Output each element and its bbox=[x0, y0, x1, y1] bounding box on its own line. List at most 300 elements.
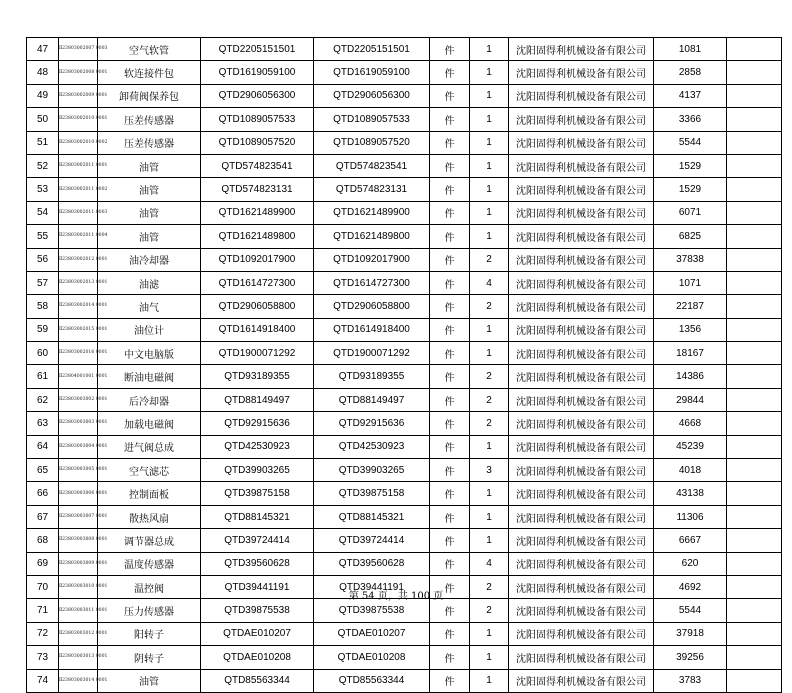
supplier-name-cell: 沈阳固得利机械设备有限公司 bbox=[509, 61, 654, 84]
quantity-cell: 1 bbox=[470, 108, 509, 131]
table-row bbox=[27, 271, 782, 294]
material-code-cell: Ⅱ23803002014 0001 bbox=[59, 295, 98, 318]
part-name-cell: 油管 bbox=[98, 154, 201, 177]
model-number-cell: QTDAE010208 bbox=[314, 646, 430, 669]
supplier-name-cell: 沈阳固得利机械设备有限公司 bbox=[509, 201, 654, 224]
supplier-name-cell: 沈阳固得利机械设备有限公司 bbox=[509, 505, 654, 528]
unit-price-cell: 29844 bbox=[654, 388, 727, 411]
row-number-cell: 58 bbox=[27, 295, 59, 318]
model-number-cell: QTD1621489900 bbox=[314, 201, 430, 224]
supplier-name-cell: 沈阳固得利机械设备有限公司 bbox=[509, 178, 654, 201]
table-row bbox=[27, 225, 782, 248]
supplier-name-cell: 沈阳固得利机械设备有限公司 bbox=[509, 342, 654, 365]
unit-price-cell: 4692 bbox=[654, 575, 727, 598]
unit-cell: 件 bbox=[430, 131, 470, 154]
unit-price-cell: 3366 bbox=[654, 108, 727, 131]
model-number-cell: QTD574823131 bbox=[314, 178, 430, 201]
quantity-cell: 1 bbox=[470, 505, 509, 528]
unit-price-cell: 1071 bbox=[654, 271, 727, 294]
remark-cell bbox=[727, 552, 782, 575]
row-number-cell: 66 bbox=[27, 482, 59, 505]
unit-price-cell: 39256 bbox=[654, 646, 727, 669]
row-number-cell: 74 bbox=[27, 669, 59, 692]
unit-cell: 件 bbox=[430, 412, 470, 435]
material-code-cell: Ⅱ23803003002 0001 bbox=[59, 388, 98, 411]
unit-price-cell: 5544 bbox=[654, 599, 727, 622]
row-number-cell: 53 bbox=[27, 178, 59, 201]
supplier-name-cell: 沈阳固得利机械设备有限公司 bbox=[509, 435, 654, 458]
remark-cell bbox=[727, 505, 782, 528]
part-number-cell: QTD574823131 bbox=[201, 178, 314, 201]
quantity-cell: 1 bbox=[470, 131, 509, 154]
model-number-cell: QTD2906056300 bbox=[314, 84, 430, 107]
supplier-name-cell: 沈阳固得利机械设备有限公司 bbox=[509, 529, 654, 552]
part-number-cell: QTD1089057533 bbox=[201, 108, 314, 131]
part-name-cell: 温控阀 bbox=[98, 575, 201, 598]
table-row bbox=[27, 388, 782, 411]
row-number-cell: 56 bbox=[27, 248, 59, 271]
part-name-cell: 软连接件包 bbox=[98, 61, 201, 84]
quantity-cell: 1 bbox=[470, 201, 509, 224]
unit-cell: 件 bbox=[430, 575, 470, 598]
table-row bbox=[27, 435, 782, 458]
remark-cell bbox=[727, 295, 782, 318]
part-name-cell: 控制面板 bbox=[98, 482, 201, 505]
table-row bbox=[27, 412, 782, 435]
remark-cell bbox=[727, 108, 782, 131]
part-number-cell: QTD1621489900 bbox=[201, 201, 314, 224]
part-name-cell: 油滤 bbox=[98, 271, 201, 294]
material-code-cell: Ⅱ23803002010 0002 bbox=[59, 131, 98, 154]
part-number-cell: QTD1089057520 bbox=[201, 131, 314, 154]
model-number-cell: QTD574823541 bbox=[314, 154, 430, 177]
part-name-cell: 空气滤芯 bbox=[98, 459, 201, 482]
part-name-cell: 加载电磁阀 bbox=[98, 412, 201, 435]
unit-cell: 件 bbox=[430, 38, 470, 61]
remark-cell bbox=[727, 178, 782, 201]
material-code-cell: Ⅱ23803003005 0001 bbox=[59, 459, 98, 482]
material-code-cell: Ⅱ23803003011 0001 bbox=[59, 599, 98, 622]
remark-cell bbox=[727, 365, 782, 388]
quantity-cell: 1 bbox=[470, 178, 509, 201]
quantity-cell: 1 bbox=[470, 154, 509, 177]
unit-price-cell: 22187 bbox=[654, 295, 727, 318]
material-code-cell: Ⅱ23803003007 0001 bbox=[59, 505, 98, 528]
material-code-cell: Ⅱ23803003008 0001 bbox=[59, 529, 98, 552]
remark-cell bbox=[727, 529, 782, 552]
row-number-cell: 47 bbox=[27, 38, 59, 61]
part-name-cell: 温度传感器 bbox=[98, 552, 201, 575]
quantity-cell: 1 bbox=[470, 435, 509, 458]
part-name-cell: 压差传感器 bbox=[98, 131, 201, 154]
model-number-cell: QTD39875158 bbox=[314, 482, 430, 505]
supplier-name-cell: 沈阳固得利机械设备有限公司 bbox=[509, 388, 654, 411]
part-name-cell: 阳转子 bbox=[98, 622, 201, 645]
quantity-cell: 2 bbox=[470, 248, 509, 271]
part-number-cell: QTD1621489800 bbox=[201, 225, 314, 248]
quantity-cell: 1 bbox=[470, 529, 509, 552]
table-row bbox=[27, 295, 782, 318]
table-row bbox=[27, 599, 782, 622]
remark-cell bbox=[727, 38, 782, 61]
table-row bbox=[27, 622, 782, 645]
part-name-cell: 后冷却器 bbox=[98, 388, 201, 411]
part-number-cell: QTD88149497 bbox=[201, 388, 314, 411]
quantity-cell: 1 bbox=[470, 38, 509, 61]
part-name-cell: 散热风扇 bbox=[98, 505, 201, 528]
unit-cell: 件 bbox=[430, 61, 470, 84]
supplier-name-cell: 沈阳固得利机械设备有限公司 bbox=[509, 459, 654, 482]
material-code-cell: Ⅱ23803002011 0004 bbox=[59, 225, 98, 248]
part-number-cell: QTD1619059100 bbox=[201, 61, 314, 84]
table-row bbox=[27, 84, 782, 107]
unit-price-cell: 5544 bbox=[654, 131, 727, 154]
part-number-cell: QTD39875158 bbox=[201, 482, 314, 505]
supplier-name-cell: 沈阳固得利机械设备有限公司 bbox=[509, 622, 654, 645]
row-number-cell: 64 bbox=[27, 435, 59, 458]
material-code-cell: Ⅱ23803003006 0001 bbox=[59, 482, 98, 505]
row-number-cell: 50 bbox=[27, 108, 59, 131]
material-code-cell: Ⅱ23804001001 0001 bbox=[59, 365, 98, 388]
part-number-cell: QTD92915636 bbox=[201, 412, 314, 435]
table-row bbox=[27, 248, 782, 271]
table-row bbox=[27, 365, 782, 388]
table-row bbox=[27, 178, 782, 201]
model-number-cell: QTD1621489800 bbox=[314, 225, 430, 248]
part-number-cell: QTD39560628 bbox=[201, 552, 314, 575]
part-name-cell: 油气 bbox=[98, 295, 201, 318]
table-row bbox=[27, 201, 782, 224]
row-number-cell: 49 bbox=[27, 84, 59, 107]
unit-cell: 件 bbox=[430, 84, 470, 107]
remark-cell bbox=[727, 435, 782, 458]
remark-cell bbox=[727, 201, 782, 224]
part-name-cell: 油位计 bbox=[98, 318, 201, 341]
quantity-cell: 1 bbox=[470, 646, 509, 669]
unit-cell: 件 bbox=[430, 108, 470, 131]
unit-price-cell: 3783 bbox=[654, 669, 727, 692]
remark-cell bbox=[727, 84, 782, 107]
part-number-cell: QTD88145321 bbox=[201, 505, 314, 528]
unit-price-cell: 1529 bbox=[654, 154, 727, 177]
model-number-cell: QTD85563344 bbox=[314, 669, 430, 692]
material-code-cell: Ⅱ23803002007 0003 bbox=[59, 38, 98, 61]
remark-cell bbox=[727, 271, 782, 294]
remark-cell bbox=[727, 669, 782, 692]
quantity-cell: 2 bbox=[470, 575, 509, 598]
part-name-cell: 压力传感器 bbox=[98, 599, 201, 622]
supplier-name-cell: 沈阳固得利机械设备有限公司 bbox=[509, 552, 654, 575]
part-number-cell: QTD2906058800 bbox=[201, 295, 314, 318]
material-code-cell: Ⅱ23803003014 0001 bbox=[59, 669, 98, 692]
part-name-cell: 调节器总成 bbox=[98, 529, 201, 552]
model-number-cell: QTD39903265 bbox=[314, 459, 430, 482]
supplier-name-cell: 沈阳固得利机械设备有限公司 bbox=[509, 131, 654, 154]
quantity-cell: 3 bbox=[470, 459, 509, 482]
table-row bbox=[27, 552, 782, 575]
unit-price-cell: 1529 bbox=[654, 178, 727, 201]
remark-cell bbox=[727, 412, 782, 435]
part-name-cell: 压差传感器 bbox=[98, 108, 201, 131]
unit-cell: 件 bbox=[430, 529, 470, 552]
remark-cell bbox=[727, 318, 782, 341]
table-row bbox=[27, 459, 782, 482]
supplier-name-cell: 沈阳固得利机械设备有限公司 bbox=[509, 295, 654, 318]
quantity-cell: 4 bbox=[470, 271, 509, 294]
page-footer: 第 54 页，共 100 页 bbox=[348, 591, 444, 602]
part-number-cell: QTD39875538 bbox=[201, 599, 314, 622]
quantity-cell: 1 bbox=[470, 622, 509, 645]
row-number-cell: 57 bbox=[27, 271, 59, 294]
row-number-cell: 60 bbox=[27, 342, 59, 365]
material-code-cell: Ⅱ23803003004 0001 bbox=[59, 435, 98, 458]
model-number-cell: QTD1900071292 bbox=[314, 342, 430, 365]
unit-cell: 件 bbox=[430, 459, 470, 482]
unit-cell: 件 bbox=[430, 646, 470, 669]
unit-cell: 件 bbox=[430, 622, 470, 645]
quantity-cell: 1 bbox=[470, 482, 509, 505]
table-row bbox=[27, 342, 782, 365]
model-number-cell: QTD42530923 bbox=[314, 435, 430, 458]
table-row bbox=[27, 646, 782, 669]
row-number-cell: 70 bbox=[27, 575, 59, 598]
row-number-cell: 67 bbox=[27, 505, 59, 528]
part-number-cell: QTD42530923 bbox=[201, 435, 314, 458]
row-number-cell: 65 bbox=[27, 459, 59, 482]
model-number-cell: QTD93189355 bbox=[314, 365, 430, 388]
unit-price-cell: 37838 bbox=[654, 248, 727, 271]
model-number-cell: QTD92915636 bbox=[314, 412, 430, 435]
row-number-cell: 54 bbox=[27, 201, 59, 224]
supplier-name-cell: 沈阳固得利机械设备有限公司 bbox=[509, 108, 654, 131]
row-number-cell: 61 bbox=[27, 365, 59, 388]
unit-cell: 件 bbox=[430, 295, 470, 318]
part-number-cell: QTD39724414 bbox=[201, 529, 314, 552]
material-code-cell: Ⅱ23803003012 0001 bbox=[59, 622, 98, 645]
supplier-name-cell: 沈阳固得利机械设备有限公司 bbox=[509, 225, 654, 248]
row-number-cell: 62 bbox=[27, 388, 59, 411]
part-name-cell: 阴转子 bbox=[98, 646, 201, 669]
model-number-cell: QTD88149497 bbox=[314, 388, 430, 411]
table-row bbox=[27, 505, 782, 528]
unit-cell: 件 bbox=[430, 248, 470, 271]
row-number-cell: 72 bbox=[27, 622, 59, 645]
unit-price-cell: 43138 bbox=[654, 482, 727, 505]
row-number-cell: 48 bbox=[27, 61, 59, 84]
unit-price-cell: 11306 bbox=[654, 505, 727, 528]
remark-cell bbox=[727, 646, 782, 669]
part-name-cell: 油冷却器 bbox=[98, 248, 201, 271]
material-code-cell: Ⅱ23803002011 0003 bbox=[59, 201, 98, 224]
supplier-name-cell: 沈阳固得利机械设备有限公司 bbox=[509, 38, 654, 61]
unit-price-cell: 37918 bbox=[654, 622, 727, 645]
row-number-cell: 59 bbox=[27, 318, 59, 341]
part-name-cell: 空气软管 bbox=[98, 38, 201, 61]
row-number-cell: 68 bbox=[27, 529, 59, 552]
material-code-cell: Ⅱ23803003010 0001 bbox=[59, 575, 98, 598]
model-number-cell: QTD39441191 bbox=[314, 575, 430, 598]
row-number-cell: 73 bbox=[27, 646, 59, 669]
material-code-cell: Ⅱ23803002010 0001 bbox=[59, 108, 98, 131]
unit-cell: 件 bbox=[430, 178, 470, 201]
part-name-cell: 油管 bbox=[98, 225, 201, 248]
quantity-cell: 1 bbox=[470, 84, 509, 107]
unit-cell: 件 bbox=[430, 482, 470, 505]
part-name-cell: 油管 bbox=[98, 669, 201, 692]
unit-price-cell: 1081 bbox=[654, 38, 727, 61]
supplier-name-cell: 沈阳固得利机械设备有限公司 bbox=[509, 154, 654, 177]
remark-cell bbox=[727, 154, 782, 177]
part-number-cell: QTD93189355 bbox=[201, 365, 314, 388]
unit-cell: 件 bbox=[430, 271, 470, 294]
part-number-cell: QTD39441191 bbox=[201, 575, 314, 598]
unit-cell: 件 bbox=[430, 225, 470, 248]
remark-cell bbox=[727, 131, 782, 154]
unit-cell: 件 bbox=[430, 365, 470, 388]
table-row bbox=[27, 61, 782, 84]
quantity-cell: 1 bbox=[470, 669, 509, 692]
unit-cell: 件 bbox=[430, 552, 470, 575]
part-name-cell: 中文电脑版 bbox=[98, 342, 201, 365]
unit-price-cell: 45239 bbox=[654, 435, 727, 458]
supplier-name-cell: 沈阳固得利机械设备有限公司 bbox=[509, 248, 654, 271]
remark-cell bbox=[727, 225, 782, 248]
unit-price-cell: 6667 bbox=[654, 529, 727, 552]
supplier-name-cell: 沈阳固得利机械设备有限公司 bbox=[509, 318, 654, 341]
supplier-name-cell: 沈阳固得利机械设备有限公司 bbox=[509, 271, 654, 294]
unit-price-cell: 4018 bbox=[654, 459, 727, 482]
remark-cell bbox=[727, 342, 782, 365]
table-row bbox=[27, 669, 782, 692]
model-number-cell: QTD1092017900 bbox=[314, 248, 430, 271]
material-code-cell: Ⅱ23803002008 0001 bbox=[59, 61, 98, 84]
unit-price-cell: 1356 bbox=[654, 318, 727, 341]
material-code-cell: Ⅱ23803003013 0001 bbox=[59, 646, 98, 669]
model-number-cell: QTD2205151501 bbox=[314, 38, 430, 61]
row-number-cell: 55 bbox=[27, 225, 59, 248]
model-number-cell: QTD1614727300 bbox=[314, 271, 430, 294]
quantity-cell: 1 bbox=[470, 342, 509, 365]
material-code-cell: Ⅱ23803002015 0001 bbox=[59, 318, 98, 341]
unit-price-cell: 4137 bbox=[654, 84, 727, 107]
supplier-name-cell: 沈阳固得利机械设备有限公司 bbox=[509, 646, 654, 669]
unit-cell: 件 bbox=[430, 318, 470, 341]
part-number-cell: QTD2205151501 bbox=[201, 38, 314, 61]
model-number-cell: QTD88145321 bbox=[314, 505, 430, 528]
quantity-cell: 4 bbox=[470, 552, 509, 575]
remark-cell bbox=[727, 61, 782, 84]
supplier-name-cell: 沈阳固得利机械设备有限公司 bbox=[509, 669, 654, 692]
material-code-cell: Ⅱ23803002011 0001 bbox=[59, 154, 98, 177]
part-number-cell: QTD2906056300 bbox=[201, 84, 314, 107]
unit-cell: 件 bbox=[430, 599, 470, 622]
quantity-cell: 1 bbox=[470, 225, 509, 248]
unit-price-cell: 2858 bbox=[654, 61, 727, 84]
material-code-cell: Ⅱ23803002009 0001 bbox=[59, 84, 98, 107]
unit-price-cell: 18167 bbox=[654, 342, 727, 365]
table-row bbox=[27, 318, 782, 341]
part-number-cell: QTD39903265 bbox=[201, 459, 314, 482]
unit-cell: 件 bbox=[430, 435, 470, 458]
remark-cell bbox=[727, 248, 782, 271]
part-name-cell: 卸荷阀保养包 bbox=[98, 84, 201, 107]
model-number-cell: QTD1619059100 bbox=[314, 61, 430, 84]
unit-cell: 件 bbox=[430, 388, 470, 411]
model-number-cell: QTD1089057520 bbox=[314, 131, 430, 154]
row-number-cell: 63 bbox=[27, 412, 59, 435]
remark-cell bbox=[727, 459, 782, 482]
row-number-cell: 71 bbox=[27, 599, 59, 622]
part-number-cell: QTD85563344 bbox=[201, 669, 314, 692]
supplier-name-cell: 沈阳固得利机械设备有限公司 bbox=[509, 575, 654, 598]
table-row bbox=[27, 154, 782, 177]
unit-price-cell: 620 bbox=[654, 552, 727, 575]
unit-price-cell: 6825 bbox=[654, 225, 727, 248]
part-number-cell: QTD1092017900 bbox=[201, 248, 314, 271]
material-code-cell: Ⅱ23803003003 0001 bbox=[59, 412, 98, 435]
remark-cell bbox=[727, 622, 782, 645]
unit-cell: 件 bbox=[430, 201, 470, 224]
supplier-name-cell: 沈阳固得利机械设备有限公司 bbox=[509, 84, 654, 107]
quantity-cell: 2 bbox=[470, 388, 509, 411]
table-row bbox=[27, 38, 782, 61]
table-row bbox=[27, 131, 782, 154]
part-name-cell: 油管 bbox=[98, 178, 201, 201]
unit-price-cell: 14386 bbox=[654, 365, 727, 388]
remark-cell bbox=[727, 599, 782, 622]
unit-cell: 件 bbox=[430, 669, 470, 692]
model-number-cell: QTD1614918400 bbox=[314, 318, 430, 341]
part-name-cell: 油管 bbox=[98, 201, 201, 224]
material-code-cell: Ⅱ23803002011 0002 bbox=[59, 178, 98, 201]
remark-cell bbox=[727, 482, 782, 505]
supplier-name-cell: 沈阳固得利机械设备有限公司 bbox=[509, 365, 654, 388]
row-number-cell: 52 bbox=[27, 154, 59, 177]
model-number-cell: QTD39724414 bbox=[314, 529, 430, 552]
part-number-cell: QTDAE010207 bbox=[201, 622, 314, 645]
model-number-cell: QTDAE010207 bbox=[314, 622, 430, 645]
model-number-cell: QTD39875538 bbox=[314, 599, 430, 622]
quantity-cell: 1 bbox=[470, 318, 509, 341]
part-name-cell: 断油电磁阀 bbox=[98, 365, 201, 388]
model-number-cell: QTD2906058800 bbox=[314, 295, 430, 318]
supplier-name-cell: 沈阳固得利机械设备有限公司 bbox=[509, 599, 654, 622]
quantity-cell: 2 bbox=[470, 365, 509, 388]
part-name-cell: 进气阀总成 bbox=[98, 435, 201, 458]
material-code-cell: Ⅱ23803003009 0001 bbox=[59, 552, 98, 575]
unit-price-cell: 4668 bbox=[654, 412, 727, 435]
supplier-name-cell: 沈阳固得利机械设备有限公司 bbox=[509, 412, 654, 435]
unit-cell: 件 bbox=[430, 505, 470, 528]
part-number-cell: QTD1614727300 bbox=[201, 271, 314, 294]
quantity-cell: 2 bbox=[470, 412, 509, 435]
part-number-cell: QTD574823541 bbox=[201, 154, 314, 177]
model-number-cell: QTD1089057533 bbox=[314, 108, 430, 131]
part-number-cell: QTDAE010208 bbox=[201, 646, 314, 669]
unit-cell: 件 bbox=[430, 154, 470, 177]
model-number-cell: QTD39560628 bbox=[314, 552, 430, 575]
table-row bbox=[27, 529, 782, 552]
row-number-cell: 69 bbox=[27, 552, 59, 575]
part-number-cell: QTD1614918400 bbox=[201, 318, 314, 341]
remark-cell bbox=[727, 388, 782, 411]
table-row bbox=[27, 108, 782, 131]
quantity-cell: 1 bbox=[470, 61, 509, 84]
unit-cell: 件 bbox=[430, 342, 470, 365]
quantity-cell: 2 bbox=[470, 295, 509, 318]
unit-price-cell: 6071 bbox=[654, 201, 727, 224]
table-row bbox=[27, 482, 782, 505]
